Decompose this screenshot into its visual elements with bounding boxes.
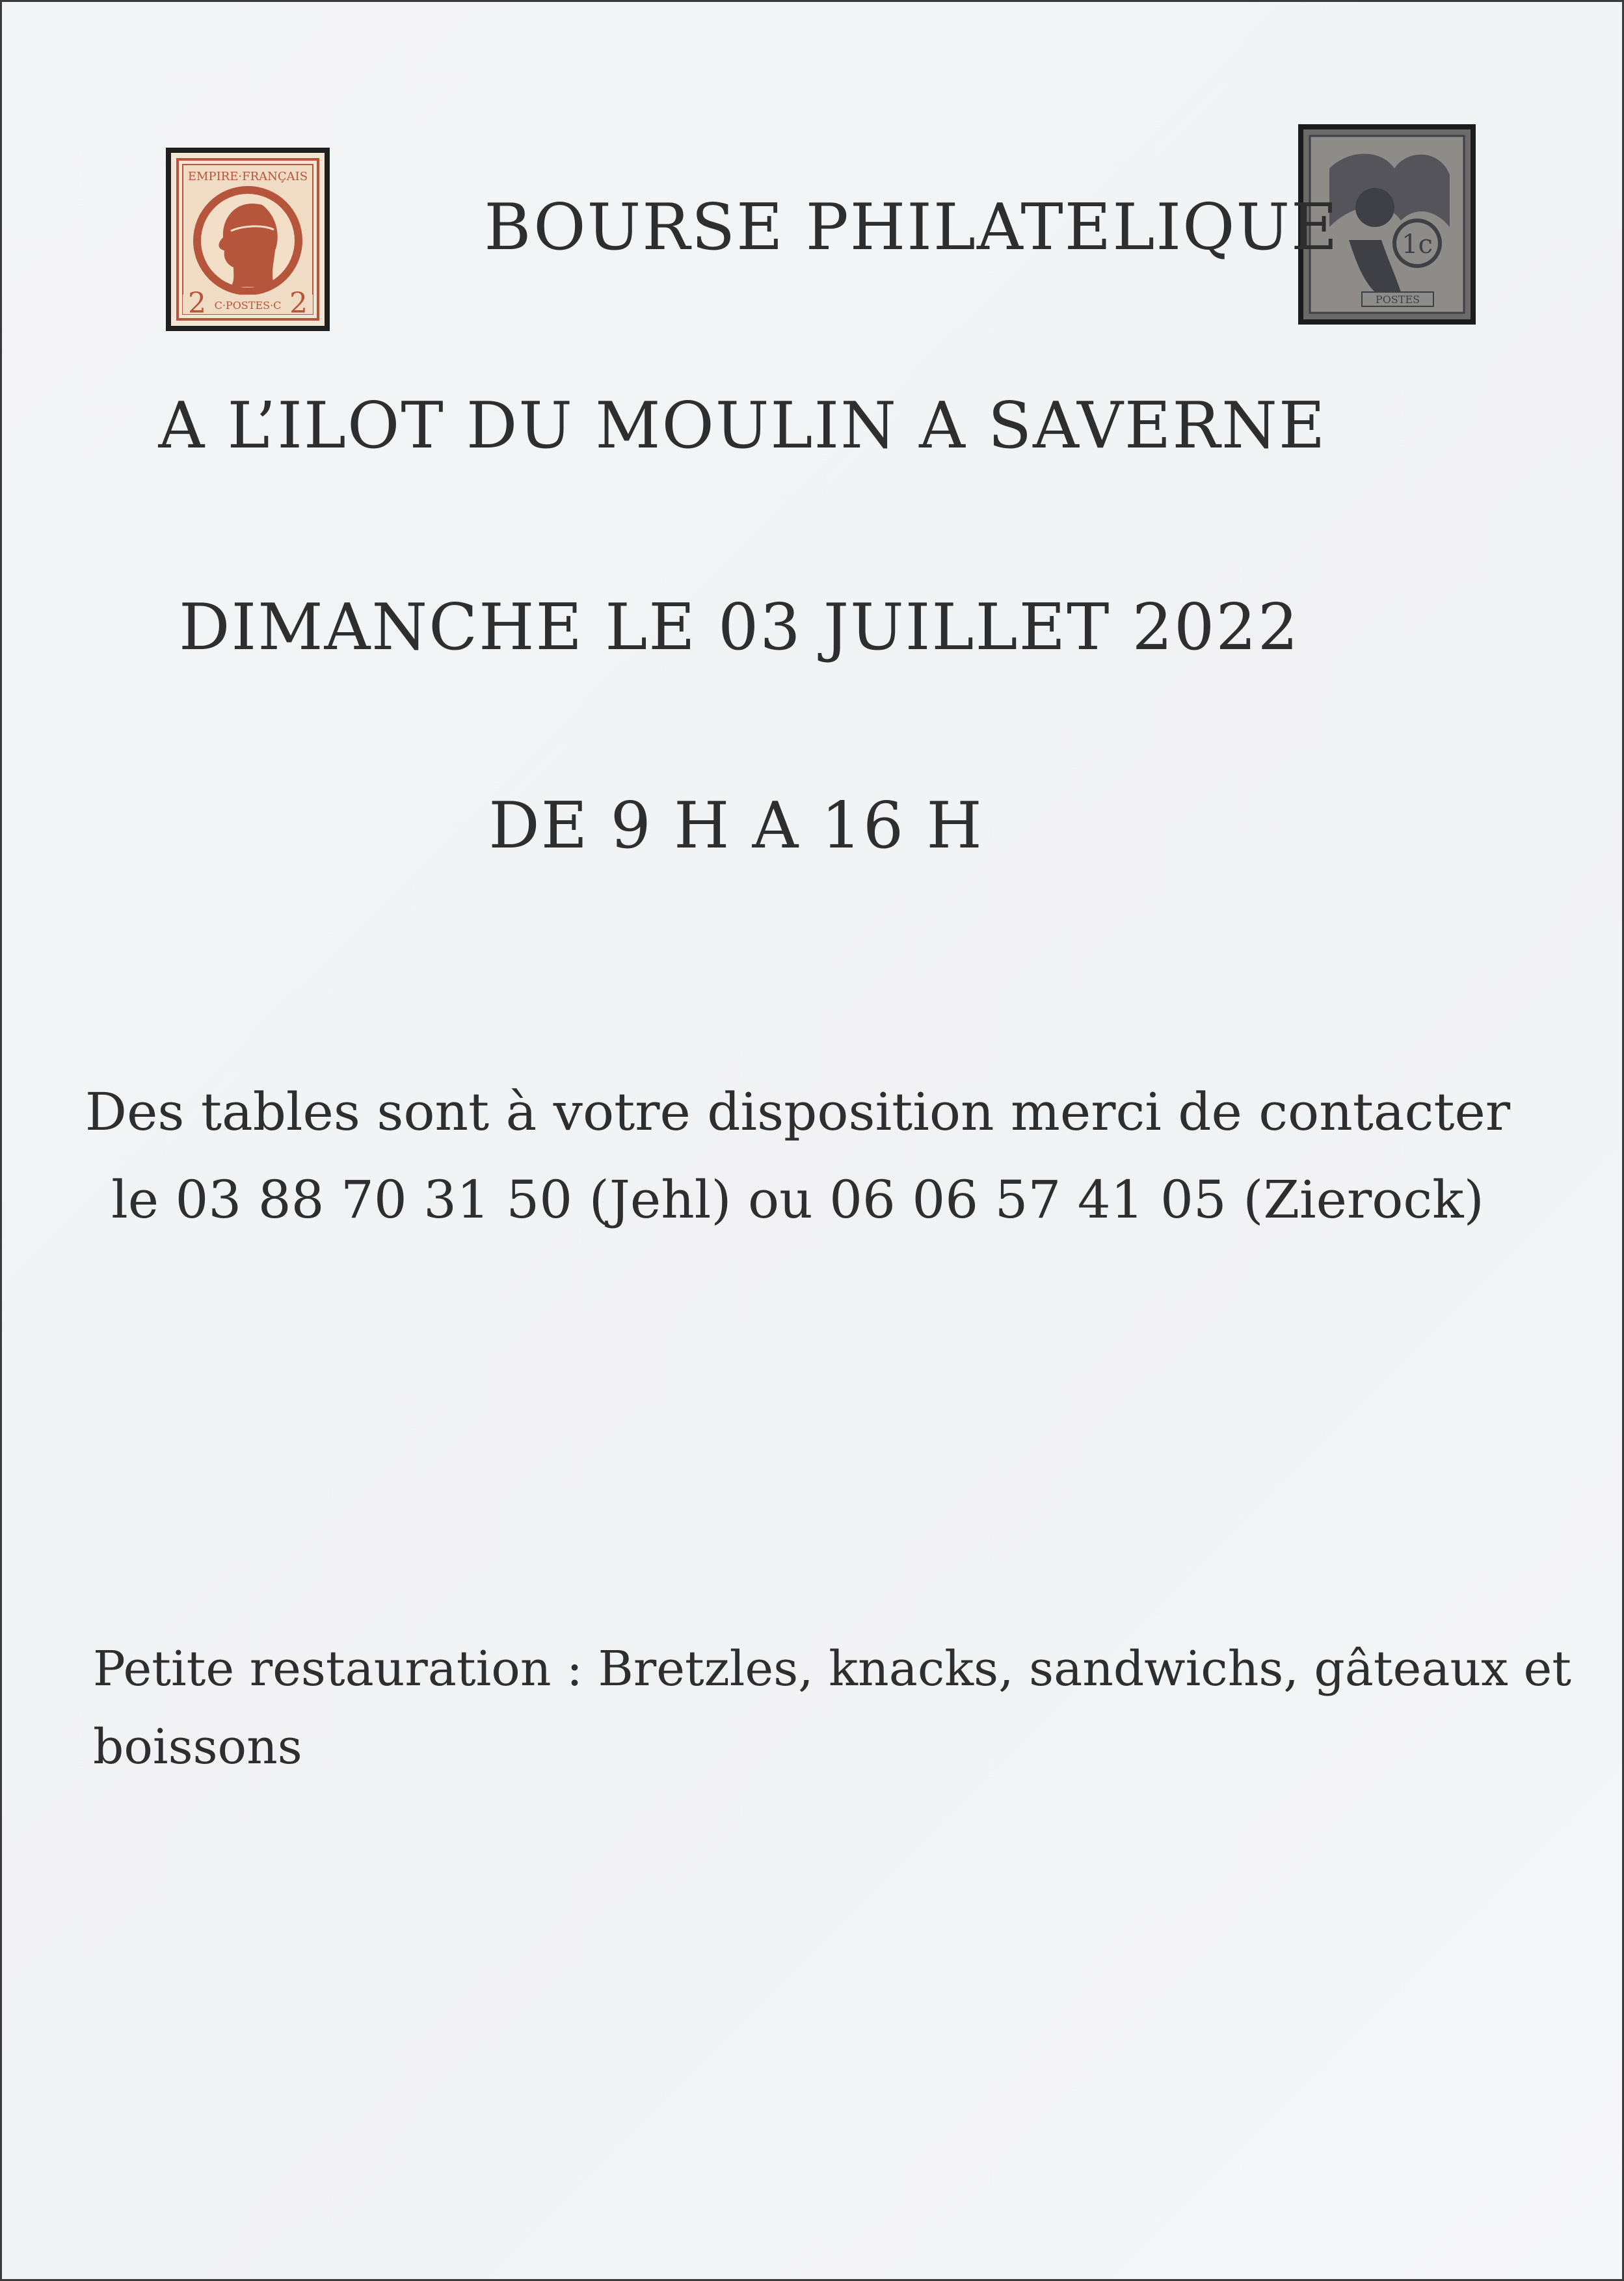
stamp-bottom-text: C·POSTES·C — [214, 299, 282, 312]
stamp-bottom-text: POSTES — [1375, 293, 1420, 306]
food-text-line-1: Petite restauration : Bretzles, knacks, sandwichs, gâteaux et — [93, 1641, 1571, 1697]
event-date: DIMANCHE LE 03 JUILLET 2022 — [178, 591, 1300, 665]
event-heading: BOURSE PHILATELIQUE — [484, 191, 1339, 265]
food-text-line-2: boissons — [93, 1719, 302, 1775]
stamp-value-right: 2 — [289, 287, 308, 320]
stamp-value: 1c — [1402, 230, 1433, 260]
event-hours: DE 9 H A 16 H — [488, 789, 983, 863]
stamp-value-left: 2 — [188, 287, 206, 320]
tables-text-line-2: le 03 88 70 31 50 (Jehl) ou 06 06 57 41 05 (Zierock) — [111, 1169, 1484, 1230]
tables-text-line-1: Des tables sont à votre disposition merci de contacter — [85, 1082, 1511, 1142]
stamp-top-text: EMPIRE·FRANÇAIS — [187, 170, 308, 183]
event-location: A L’ILOT DU MOULIN A SAVERNE — [158, 389, 1327, 463]
